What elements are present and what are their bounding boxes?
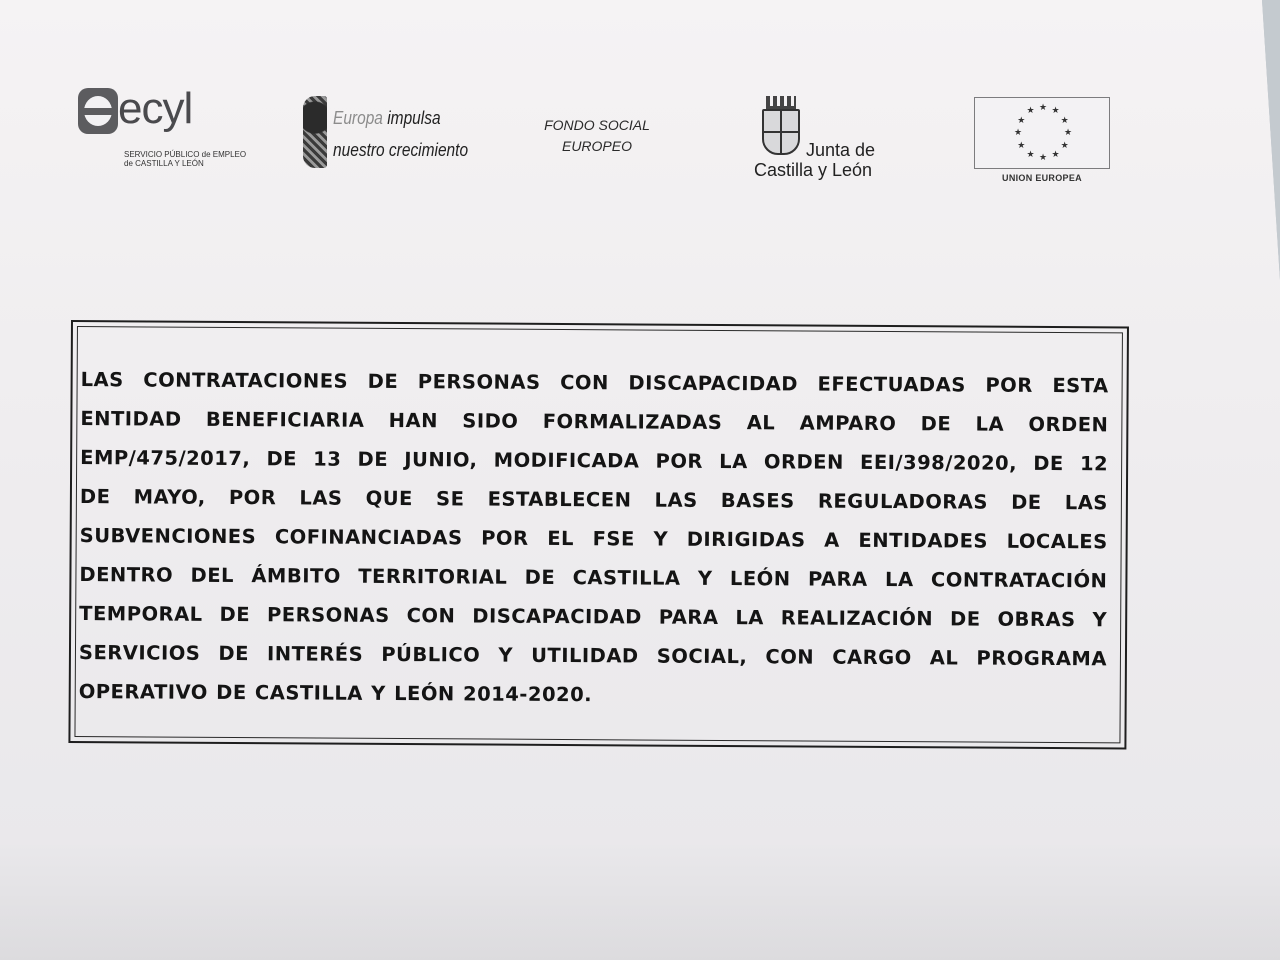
europa-impulsa-logo [303,96,469,170]
junta-logo [752,96,892,186]
fse-logo [526,115,668,157]
eu-star-icon: ★ [1017,140,1026,151]
eu-flag-icon [974,97,1110,169]
europa-word: Europa [333,108,383,128]
fse-line2: EUROPEO [561,138,632,154]
eu-logo [974,97,1112,189]
notice-text [79,360,1109,717]
eu-star-icon: ★ [1051,106,1060,117]
eu-star-ring [1013,104,1073,164]
fse-line1: FONDO SOCIAL [544,117,650,133]
notice-line: TEMPORAL DE PERSONAS CON DISCAPACIDAD PARA LA REALIZACIÓN DE OBRAS Y [79,602,1108,632]
ecyl-subtitle-line2: de CASTILLA Y LEÓN [124,159,204,168]
eu-star-icon: ★ [1038,153,1048,163]
eu-star-icon: ★ [1026,149,1035,160]
ecyl-subtitle-line1: SERVICIO PÚBLICO de EMPLEO [124,150,247,159]
notice-line: LAS CONTRATACIONES DE PERSONAS CON DISCAPACIDAD EFECTUADAS POR ESTA [80,368,1109,398]
paper-shadow [0,840,1280,960]
eu-star-icon: ★ [1060,115,1069,126]
ecyl-subtitle [124,150,264,168]
eu-star-icon: ★ [1063,128,1073,138]
ecyl-logo [78,84,247,176]
notice-box [68,320,1129,749]
notice-line: SUBVENCIONES COFINANCIADAS POR EL FSE Y DIRIGIDAS A ENTIDADES LOCALES [79,524,1108,554]
impulsa-word: impulsa [387,108,441,128]
notice-line: DE MAYO, POR LAS QUE SE ESTABLECEN LAS BASES REGULADORAS DE LAS [79,485,1108,515]
eu-star-icon: ★ [1026,106,1035,117]
notice-line: EMP/475/2017, DE 13 DE JUNIO, MODIFICADA POR LA ORDEN EEI/398/2020, DE 12 [80,446,1109,476]
eu-star-icon: ★ [1038,103,1048,113]
ecyl-e-mark-icon [78,88,118,134]
europa-line1 [333,108,441,129]
notice-line: ENTIDAD BENEFICIARIA HAN SIDO FORMALIZADAS AL AMPARO DE LA ORDEN [80,407,1109,437]
junta-line1: Junta de [806,140,876,160]
notice-line: DENTRO DEL ÁMBITO TERRITORIAL DE CASTILLA Y LEÓN PARA LA CONTRATACIÓN [79,563,1108,593]
europa-emblem-icon [303,96,327,168]
eu-star-icon: ★ [1051,149,1060,160]
notice-line: OPERATIVO DE CASTILLA Y LEÓN 2014-2020. [78,680,593,707]
eu-star-icon: ★ [1017,115,1026,126]
eu-caption: UNION EUROPEA [1002,173,1082,183]
eu-star-icon: ★ [1060,140,1069,151]
coat-of-arms-icon [762,109,800,155]
ecyl-wordmark: ecyl [118,84,193,133]
junta-line2: Castilla y León [754,160,873,180]
crown-icon [766,96,796,109]
eu-star-icon: ★ [1013,128,1023,138]
notice-line: SERVICIOS DE INTERÉS PÚBLICO Y UTILIDAD SOCIAL, CON CARGO AL PROGRAMA [78,641,1108,671]
europa-line2: nuestro crecimiento [333,140,469,160]
